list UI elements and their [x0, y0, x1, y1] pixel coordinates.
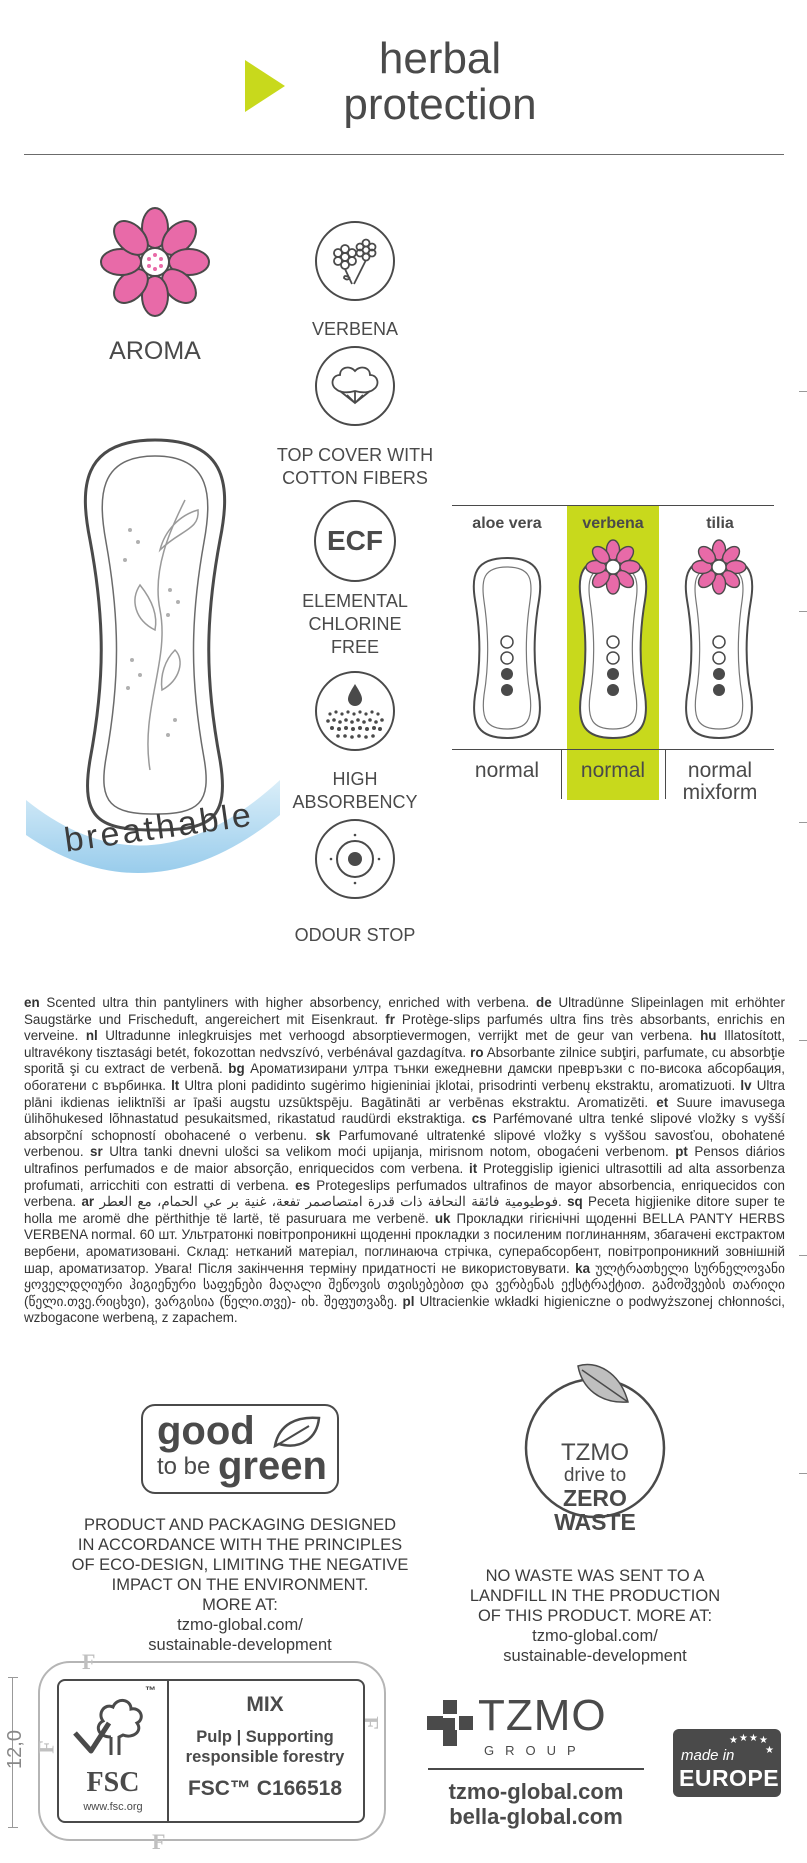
fsc-label: ™ FSC www.fsc.org MIX Pulp | Supporting responsible forestry FSC™ C166518	[57, 1679, 365, 1823]
dimension-tick	[8, 1677, 18, 1678]
variant-name-verbena: verbena	[582, 515, 644, 532]
fsc-license-code: FSC™ C166518	[187, 1777, 343, 1800]
tzmo-group-label: GROUP	[484, 1743, 587, 1758]
odour-stop-icon	[314, 818, 396, 900]
fsc-claim-line1: Pulp | Supporting	[196, 1728, 334, 1746]
zero-waste-caption: NO WASTE WAS SENT TO A LANDFILL IN THE PRODUCTION OF THIS PRODUCT. MORE AT: tzmo-global.com/ sustainable-development	[469, 1567, 721, 1665]
svg-text:★: ★	[729, 1735, 738, 1746]
fsc-mix: MIX	[246, 1693, 284, 1716]
variant-pad-tilia	[679, 535, 759, 741]
fsc-claim-line2: responsible forestry	[185, 1748, 345, 1766]
eu-stars-icon	[729, 1733, 777, 1759]
cotton-icon	[314, 345, 396, 427]
edge-tick	[799, 611, 807, 612]
ecf-icon: ECF	[314, 500, 396, 582]
variant-name-tilia: tilia	[706, 515, 734, 532]
variant-size-verbena: normal	[580, 759, 646, 782]
edge-tick	[799, 1040, 807, 1041]
fsc-corner-mark: F	[152, 1829, 166, 1854]
fsc-corner-mark: F	[358, 1716, 384, 1730]
tzmo-wordmark: TZMO	[478, 1691, 607, 1740]
feature-label: ELEMENTAL CHLORINE FREE	[302, 591, 408, 657]
aroma-flower-icon	[95, 202, 215, 322]
good-to-be-green-caption: PRODUCT AND PACKAGING DESIGNED IN ACCORDANCE WITH THE PRINCIPLES OF ECO-DESIGN, LIMITING THE NEGATIVE IMPACT ON THE ENVIRONMENT. MORE AT: tzmo-global.com/ sustainable-development	[71, 1516, 409, 1654]
edge-tick	[799, 391, 807, 392]
tzmo-urls: tzmo-global.com bella-global.com	[448, 1779, 624, 1829]
variant-name-aloe-vera: aloe vera	[472, 515, 542, 532]
fsc-brand: FSC	[86, 1767, 140, 1798]
fsc-corner-mark: F	[82, 1649, 96, 1674]
svg-text:★: ★	[759, 1735, 768, 1746]
variant-pad-verbena	[573, 535, 653, 741]
fsc-url: www.fsc.org	[83, 1801, 143, 1813]
svg-text:★: ★	[765, 1745, 774, 1756]
svg-text:★: ★	[749, 1733, 758, 1744]
dimension-tick	[8, 1827, 18, 1828]
aroma-label: AROMA	[109, 337, 201, 365]
variant-size-aloe-vera: normal	[474, 759, 540, 782]
feature-label: VERBENA	[311, 319, 399, 339]
variant-table-mid-rule	[452, 749, 774, 750]
zero-waste-logo-text: TZMO drive to ZERO WASTE	[554, 1439, 636, 1535]
edge-tick	[799, 822, 807, 823]
feature-label: ODOUR STOP	[294, 925, 416, 945]
variant-pad-aloe-vera	[467, 555, 547, 741]
variant-size-tilia: normal mixform	[682, 759, 758, 804]
tzmo-divider	[428, 1768, 644, 1770]
absorbency-icon	[314, 670, 396, 752]
fsc-corner-mark: F	[33, 1740, 59, 1754]
good-to-be-green-logo: good to be green	[141, 1404, 339, 1494]
fsc-tree-check-icon	[71, 1693, 155, 1763]
made-in-europe-badge: ★ ★ ★ ★ ★ made in EUROPE	[673, 1729, 781, 1797]
feature-label: HIGH ABSORBENCY	[292, 769, 418, 812]
edge-tick	[799, 1255, 807, 1256]
flower-outline-icon	[314, 220, 396, 302]
multilingual-description: en Scented ultra thin pantyliners with higher absorbency, enriched with verbena. de Ultradünne Slipeinlagen mit erhöhter Saugstärke und Frischeduft, angereichert mit Eisenkraut. fr Protège-slips parfumés ultra fins très absorbants, enrichis en verveine. nl Ultradunne inlegkruisjes met verhoogd absorptievermogen, verrijkt met de geur van verbena. hu Illatosított, ultravékony tisztasági betét, fokozottan nedvszívó, verbénával gazdagítva. ro Absorbante zilnice subţiri, parfumate, cu absorbţie sporită şi cu extract de verbenă. bg Ароматизирани ултра тънки ежедневни дамски превръзки с по-висока абсорбация, обогатени с върбинка. lt Ultra ploni padidinto sugėrimo higieniniai įklotai, prisodrinti verbenų ekstraktu, aromatizuoti. lv Ultra plāni ikdienas ieliktnīši ar īpaši augstu uzsūktspēju. Bagātināti ar verbēnas ekstraktu. Aromatizēti. et Suure imavusega ülihõhukesed lõhnastatud pesukaitsmed, rikastatud raudürdi ekstraktiga. cs Parfémované ultra tenké slipové vložky s vyšší absorpční schopností obohacené o verbenu. sk Parfumované ultratenké slipové vložky s vyššou savosťou, obohatené verbenou. sr Ultra tanki dnevni ulošci sa velikom moći upijanja, mirisnom notom, obogaćeni verbenom. pt Pensos diários ultrafinos perfumados e de maior absorção, enriquecidos com verbena. it Proteggislip igienici ultrasottili ad alta assorbenza profumati, arricchiti con estratti di verbena. es Protegeslips perfumados ultrafinos de mayor absorbencia, enriquecidos con verbena. ar فوطيومية فائقة النحافة ذات قدرة امتصاصمر تفعة، غنية بر عي الحمام، مع العطر. sq Peceta higjienike ditore super te holla me aromë dhe përthithje të lartë, të pasuruara me verbenë. uk Прокладки гігієнічні щоденні BELLA PANTY HERBS VERBENA normal. 60 шт. Ультратонкі повітропроникні щоденні прокладки з посиленим поглинанням, збагачені екстрактом вербени, ароматизовані. Склад: нетканий матеріал, поглинаюча стрічка, суперабсорбент, повітропроникний зовнішній шар, ароматизатор. Увага! Після закінчення терміну придатності не використовувати. ka ულტრათხელი სურნელოვანი ყოველდღიური ჰიგიენური საფენები მაღალი შეწოვის თვისებებით და ვერბენას ექსტრაქტით. გამოშვების თარიღი (წელი.თვე.რიცხვი), ვარგისია (წელი.თვე)- იხ. შეფუთვაზე. pl Ultracienkie wkładki higieniczne o podwyższonej chłonności, wzbogacone werbeną, z zapachem.	[24, 995, 785, 1326]
svg-text:★: ★	[739, 1733, 748, 1744]
page-title: herbal protection	[343, 34, 537, 129]
breathable-label: breathable	[62, 795, 257, 860]
tzmo-logo-icon	[427, 1700, 473, 1746]
feature-label: TOP COVER WITH COTTON FIBERS	[276, 445, 434, 488]
dimension-label: 12,0	[3, 1730, 26, 1769]
edge-tick	[799, 1473, 807, 1474]
divider	[24, 154, 784, 155]
